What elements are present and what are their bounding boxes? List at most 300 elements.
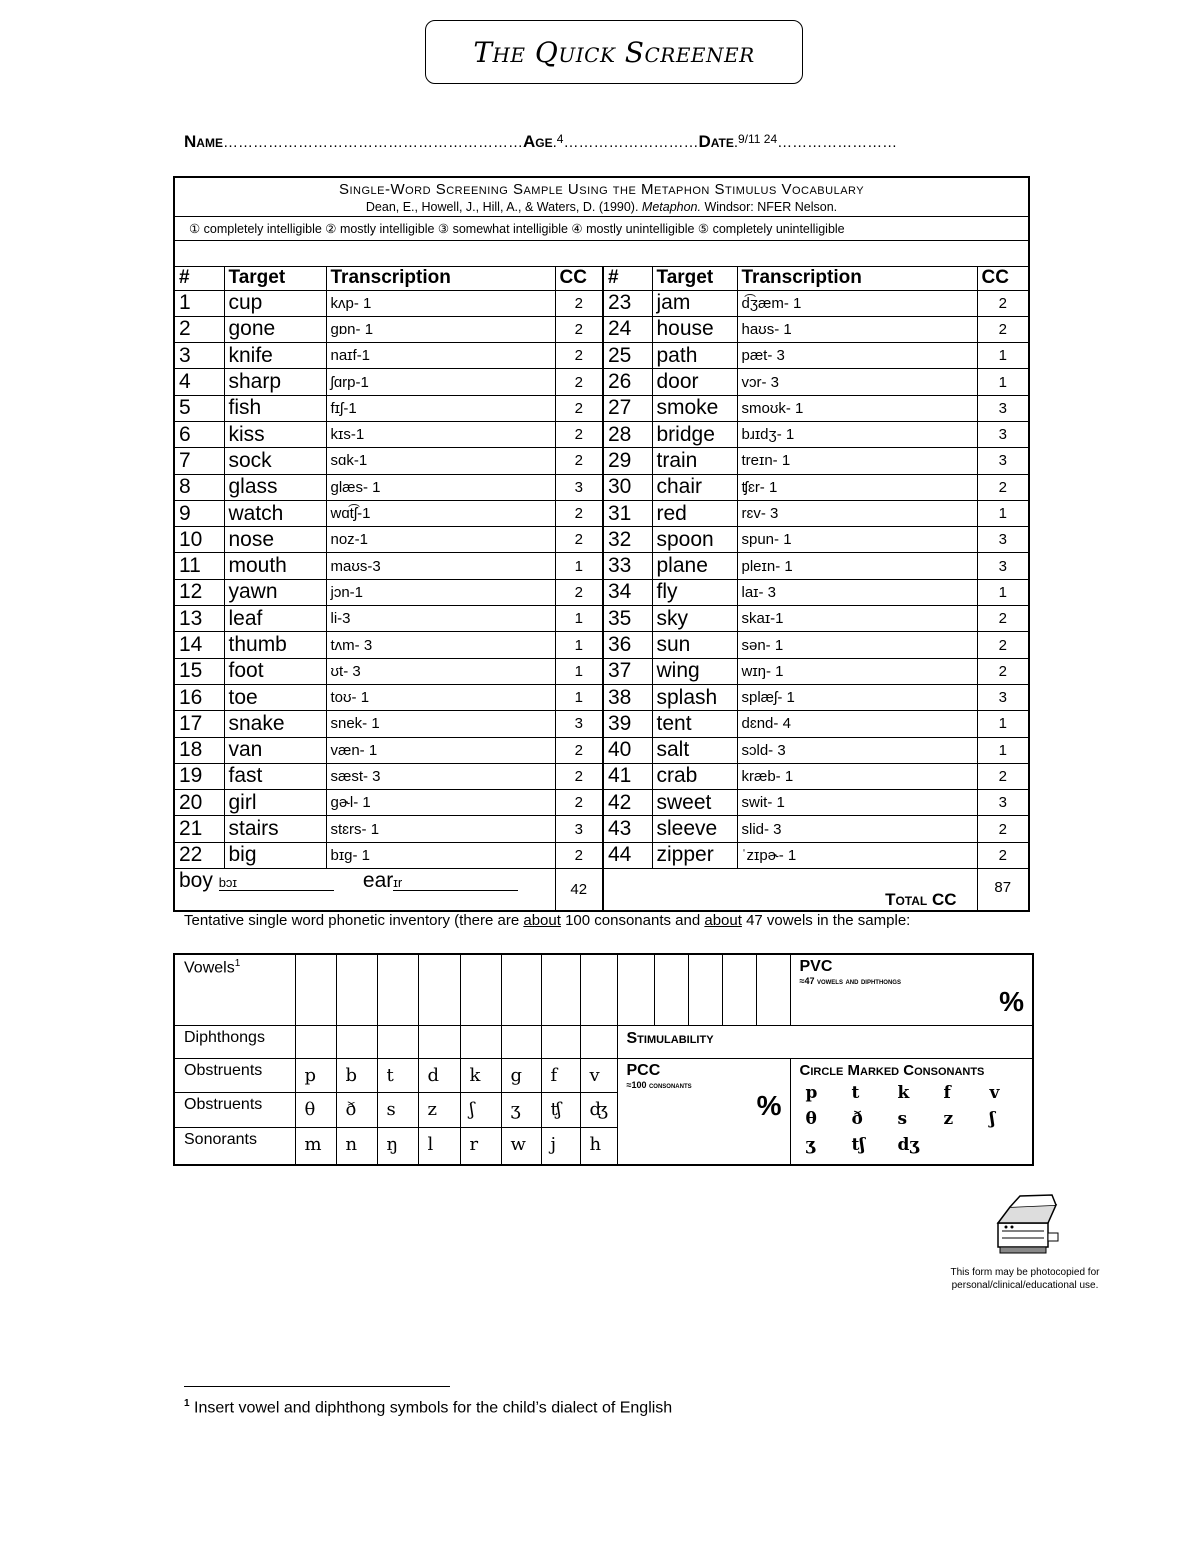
target-word: glass — [224, 474, 326, 500]
word-number: 41 — [603, 763, 652, 789]
transcription-field[interactable]: splæʃ- 1 — [737, 684, 977, 710]
header-line: Name……………………………………………………Age.$^4$………………………Date.$^{9/11 24}$…………………… — [184, 132, 898, 151]
cc-field[interactable]: 2 — [977, 842, 1029, 868]
transcription-field[interactable]: snek- 1 — [326, 711, 555, 737]
transcription-field[interactable]: fɪʃ-1 — [326, 395, 555, 421]
cc-field[interactable]: 1 — [555, 684, 603, 710]
obstruent-symbol[interactable]: s — [377, 1092, 418, 1127]
obstruent-symbol[interactable]: t — [377, 1058, 418, 1092]
boy-transcription[interactable]: bɔɪ — [219, 875, 334, 891]
target-word: plane — [652, 553, 737, 579]
vowel-cell[interactable] — [654, 954, 688, 1025]
word-number: 35 — [603, 606, 652, 632]
obstruent-symbol[interactable]: d — [418, 1058, 460, 1092]
transcription-field[interactable]: laɪ- 3 — [737, 579, 977, 605]
cc-field[interactable]: 1 — [977, 711, 1029, 737]
col-target: Target — [652, 266, 737, 290]
sample-row — [174, 579, 1029, 605]
col-num: # — [603, 266, 652, 290]
circle-consonant-symbol[interactable]: dʒ — [897, 1134, 920, 1155]
obstruent-symbol[interactable]: p — [295, 1058, 336, 1092]
target-word: chair — [652, 474, 737, 500]
vowel-cell[interactable] — [617, 954, 654, 1025]
vowel-cell[interactable] — [501, 954, 541, 1025]
target-word: wing — [652, 658, 737, 684]
cc-field[interactable]: 1 — [555, 658, 603, 684]
sample-row — [174, 737, 1029, 763]
word-number: 10 — [174, 527, 224, 553]
pcc-percent: % — [756, 1089, 782, 1121]
word-number: 24 — [603, 316, 652, 342]
boy-ear-row — [174, 869, 555, 911]
obstruent-symbol[interactable]: ʒ — [501, 1092, 541, 1127]
sonorant-symbol[interactable]: h — [580, 1127, 617, 1165]
sample-title: Single-Word Screening Sample Using the Metaphon Stimulus Vocabulary — [174, 177, 1029, 199]
total-cc-value[interactable]: 87 — [977, 869, 1029, 911]
target-word: sharp — [224, 369, 326, 395]
stimulability-box[interactable] — [617, 1025, 1033, 1058]
sample-row — [174, 527, 1029, 553]
col-target: Target — [224, 266, 326, 290]
vowel-cell[interactable] — [418, 954, 460, 1025]
word-number: 33 — [603, 553, 652, 579]
transcription-field[interactable]: d͡ʒæm- 1 — [737, 290, 977, 316]
boy-label: boy — [179, 869, 213, 893]
word-number: 29 — [603, 448, 652, 474]
transcription-field[interactable]: gɚl- 1 — [326, 790, 555, 816]
obstruents-label: Obstruents — [174, 1092, 295, 1127]
transcription-field[interactable]: bɹɪdʒ- 1 — [737, 421, 977, 447]
cc-field[interactable]: 2 — [555, 500, 603, 526]
sample-row — [174, 553, 1029, 579]
transcription-field[interactable]: ʧɛr- 1 — [737, 474, 977, 500]
cc-field[interactable]: 1 — [977, 343, 1029, 369]
target-word: toe — [224, 684, 326, 710]
col-transcription: Transcription — [737, 266, 977, 290]
age-value[interactable]: 4 — [556, 132, 564, 146]
transcription-field[interactable]: wɪŋ- 1 — [737, 658, 977, 684]
transcription-field[interactable]: bɪg- 1 — [326, 842, 555, 868]
sample-row — [174, 658, 1029, 684]
cc-field[interactable]: 2 — [977, 632, 1029, 658]
cc-field[interactable]: 1 — [555, 632, 603, 658]
obstruents-label: Obstruents — [174, 1058, 295, 1092]
target-word: sweet — [652, 790, 737, 816]
circle-consonant-symbol[interactable]: p — [805, 1082, 818, 1103]
word-number: 15 — [174, 658, 224, 684]
word-number: 23 — [603, 290, 652, 316]
diphthong-cell[interactable] — [377, 1025, 418, 1058]
circle-consonants-title: Circle Marked Consonants — [799, 1061, 985, 1079]
target-word: foot — [224, 658, 326, 684]
obstruent-symbol[interactable]: θ — [295, 1092, 336, 1127]
vowel-cell[interactable] — [580, 954, 617, 1025]
target-word: leaf — [224, 606, 326, 632]
pvc-box[interactable] — [790, 954, 1033, 1025]
sample-row — [174, 316, 1029, 342]
word-number: 20 — [174, 790, 224, 816]
word-number: 36 — [603, 632, 652, 658]
transcription-field[interactable]: kræb- 1 — [737, 763, 977, 789]
vowel-cell[interactable] — [336, 954, 377, 1025]
target-word: van — [224, 737, 326, 763]
sample-row — [174, 369, 1029, 395]
vowel-cell[interactable] — [722, 954, 756, 1025]
target-word: big — [224, 842, 326, 868]
transcription-field[interactable]: tʌm- 3 — [326, 632, 555, 658]
sample-row — [174, 684, 1029, 710]
vowels-label: Vowels$^1$ — [174, 954, 295, 1025]
word-number: 7 — [174, 448, 224, 474]
cc-field[interactable]: 3 — [977, 553, 1029, 579]
target-word: watch — [224, 500, 326, 526]
transcription-field[interactable]: rɛv- 3 — [737, 500, 977, 526]
target-word: thumb — [224, 632, 326, 658]
cc-field[interactable]: 3 — [977, 395, 1029, 421]
transcription-field[interactable]: pleɪn- 1 — [737, 553, 977, 579]
cc-field[interactable]: 2 — [555, 790, 603, 816]
target-word: salt — [652, 737, 737, 763]
sample-row — [174, 290, 1029, 316]
diphthongs-label: Diphthongs — [174, 1025, 295, 1058]
pcc-subtitle: ≈100 consonants — [626, 1079, 692, 1090]
cc-field[interactable]: 2 — [555, 448, 603, 474]
word-number: 2 — [174, 316, 224, 342]
target-word: splash — [652, 684, 737, 710]
word-number: 19 — [174, 763, 224, 789]
target-word: bridge — [652, 421, 737, 447]
cc-field[interactable]: 1 — [977, 369, 1029, 395]
photocopier-icon — [990, 1193, 1060, 1263]
cc-field[interactable]: 2 — [977, 816, 1029, 842]
cc-field[interactable]: 2 — [555, 763, 603, 789]
obstruent-symbol[interactable]: ʤ — [580, 1092, 617, 1127]
diphthong-cell[interactable] — [580, 1025, 617, 1058]
target-word: fast — [224, 763, 326, 789]
cc-field[interactable]: 3 — [977, 527, 1029, 553]
cc-field[interactable]: 2 — [555, 421, 603, 447]
stimulability-label: Stimulability — [626, 1029, 714, 1047]
footnote: $^1$ Insert vowel and diphthong symbols for the child’s dialect of English — [184, 1398, 673, 1417]
sonorant-symbol[interactable]: r — [460, 1127, 501, 1165]
transcription-field[interactable]: swit- 1 — [737, 790, 977, 816]
cc-field[interactable]: 2 — [977, 606, 1029, 632]
screening-table — [173, 176, 1030, 912]
ear-transcription[interactable]: ɪr — [393, 875, 518, 891]
pcc-title: PCC — [626, 1061, 661, 1079]
transcription-field[interactable]: stɛrs- 1 — [326, 816, 555, 842]
sonorant-symbol[interactable]: m — [295, 1127, 336, 1165]
sonorant-symbol[interactable]: w — [501, 1127, 541, 1165]
transcription-field[interactable]: pæt- 3 — [737, 343, 977, 369]
word-number: 30 — [603, 474, 652, 500]
word-number: 39 — [603, 711, 652, 737]
target-word: train — [652, 448, 737, 474]
vowel-cell[interactable] — [688, 954, 722, 1025]
transcription-field[interactable]: slid- 3 — [737, 816, 977, 842]
sample-row — [174, 395, 1029, 421]
sonorants-label: Sonorants — [174, 1127, 295, 1165]
diphthong-cell[interactable] — [460, 1025, 501, 1058]
target-word: knife — [224, 343, 326, 369]
word-number: 6 — [174, 421, 224, 447]
sonorant-symbol[interactable]: l — [418, 1127, 460, 1165]
transcription-field[interactable]: noz-1 — [326, 527, 555, 553]
target-word: fly — [652, 579, 737, 605]
obstruent-symbol[interactable]: g — [501, 1058, 541, 1092]
transcription-field[interactable]: smoʊk- 1 — [737, 395, 977, 421]
word-number: 27 — [603, 395, 652, 421]
circle-consonant-symbol[interactable]: v — [989, 1082, 1000, 1103]
word-number: 40 — [603, 737, 652, 763]
transcription-field[interactable]: li-3 — [326, 606, 555, 632]
cc-field[interactable]: 3 — [555, 711, 603, 737]
circle-consonant-symbol[interactable]: ʃ — [989, 1108, 996, 1129]
transcription-field[interactable]: væn- 1 — [326, 737, 555, 763]
target-word: girl — [224, 790, 326, 816]
word-number: 37 — [603, 658, 652, 684]
cc-field[interactable]: 2 — [555, 290, 603, 316]
diphthong-cell[interactable] — [295, 1025, 336, 1058]
left-cc-total[interactable]: 42 — [555, 869, 603, 911]
word-number: 4 — [174, 369, 224, 395]
circle-consonant-symbol[interactable]: ð — [851, 1108, 863, 1129]
target-word: snake — [224, 711, 326, 737]
target-word: sky — [652, 606, 737, 632]
transcription-field[interactable]: sɑk-1 — [326, 448, 555, 474]
total-cc-label: Total CC — [603, 869, 977, 911]
sample-row — [174, 421, 1029, 447]
transcription-field[interactable]: toʊ- 1 — [326, 684, 555, 710]
cc-field[interactable]: 2 — [555, 579, 603, 605]
cc-field[interactable]: 3 — [977, 421, 1029, 447]
footnote-divider — [184, 1386, 450, 1387]
circle-consonant-symbol[interactable]: z — [943, 1108, 954, 1129]
pvc-percent: % — [999, 986, 1024, 1017]
word-number: 26 — [603, 369, 652, 395]
circle-consonant-symbol[interactable]: θ — [805, 1108, 817, 1129]
word-number: 13 — [174, 606, 224, 632]
transcription-field[interactable]: jɔn-1 — [326, 579, 555, 605]
obstruent-symbol[interactable]: v — [580, 1058, 617, 1092]
col-cc: CC — [977, 266, 1029, 290]
cc-field[interactable]: 2 — [977, 474, 1029, 500]
word-number: 1 — [174, 290, 224, 316]
target-word: mouth — [224, 553, 326, 579]
word-number: 22 — [174, 842, 224, 868]
circle-consonant-symbol[interactable]: s — [897, 1108, 908, 1129]
cc-field[interactable]: 3 — [555, 816, 603, 842]
intelligibility-rating-row[interactable] — [174, 240, 1029, 266]
word-number: 31 — [603, 500, 652, 526]
target-word: sock — [224, 448, 326, 474]
diphthong-cell[interactable] — [541, 1025, 580, 1058]
sonorant-symbol[interactable]: j — [541, 1127, 580, 1165]
word-number: 34 — [603, 579, 652, 605]
target-word: cup — [224, 290, 326, 316]
cc-field[interactable]: 2 — [555, 369, 603, 395]
obstruent-symbol[interactable]: ʧ — [541, 1092, 580, 1127]
sample-row — [174, 448, 1029, 474]
target-word: sun — [652, 632, 737, 658]
cc-field[interactable]: 2 — [977, 763, 1029, 789]
word-number: 11 — [174, 553, 224, 579]
target-word: stairs — [224, 816, 326, 842]
circle-consonant-symbol[interactable]: k — [897, 1082, 910, 1103]
transcription-field[interactable]: kɪs-1 — [326, 421, 555, 447]
target-word: zipper — [652, 842, 737, 868]
word-number: 43 — [603, 816, 652, 842]
target-word: nose — [224, 527, 326, 553]
sample-row — [174, 763, 1029, 789]
word-number: 3 — [174, 343, 224, 369]
target-word: smoke — [652, 395, 737, 421]
transcription-field[interactable]: skaɪ-1 — [737, 606, 977, 632]
sample-row — [174, 816, 1029, 842]
word-number: 17 — [174, 711, 224, 737]
word-number: 25 — [603, 343, 652, 369]
phonetic-inventory-table — [173, 953, 1034, 1166]
obstruent-symbol[interactable]: ð — [336, 1092, 377, 1127]
word-number: 14 — [174, 632, 224, 658]
date-label: Date — [698, 132, 734, 151]
obstruent-symbol[interactable]: ʃ — [460, 1092, 501, 1127]
target-word: path — [652, 343, 737, 369]
cc-field[interactable]: 2 — [555, 395, 603, 421]
obstruent-symbol[interactable]: b — [336, 1058, 377, 1092]
cc-field[interactable]: 2 — [977, 658, 1029, 684]
title-box — [425, 20, 803, 84]
photocopy-note: This form may be photocopied for personal/clinical/educational use. — [950, 1267, 1100, 1291]
transcription-field[interactable]: treɪn- 1 — [737, 448, 977, 474]
transcription-field[interactable]: maʊs-3 — [326, 553, 555, 579]
cc-field[interactable]: 2 — [555, 527, 603, 553]
vowel-cell[interactable] — [460, 954, 501, 1025]
transcription-field[interactable]: kʌp- 1 — [326, 290, 555, 316]
vowel-cell[interactable] — [295, 954, 336, 1025]
target-word: sleeve — [652, 816, 737, 842]
transcription-field[interactable]: sɔld- 3 — [737, 737, 977, 763]
cc-field[interactable]: 2 — [977, 290, 1029, 316]
word-number: 32 — [603, 527, 652, 553]
word-number: 28 — [603, 421, 652, 447]
word-number: 18 — [174, 737, 224, 763]
sample-row — [174, 606, 1029, 632]
transcription-field[interactable]: ʊt- 3 — [326, 658, 555, 684]
circle-consonant-symbol[interactable]: ʒ — [805, 1134, 816, 1155]
sample-row — [174, 500, 1029, 526]
diphthong-cell[interactable] — [336, 1025, 377, 1058]
sample-row — [174, 711, 1029, 737]
obstruent-symbol[interactable]: f — [541, 1058, 580, 1092]
transcription-field[interactable]: naɪf-1 — [326, 343, 555, 369]
circle-consonants-box — [790, 1058, 1033, 1165]
circle-consonant-symbol[interactable]: f — [943, 1082, 951, 1103]
word-number: 38 — [603, 684, 652, 710]
circle-consonant-symbol[interactable]: t — [851, 1082, 860, 1103]
target-word: door — [652, 369, 737, 395]
name-field[interactable]: …………………………………………………… — [222, 134, 523, 151]
diphthong-cell[interactable] — [418, 1025, 460, 1058]
sample-citation: Dean, E., Howell, J., Hill, A., & Waters, D. (1990). Metaphon. Windsor: NFER Nelson. — [174, 199, 1029, 216]
transcription-field[interactable]: ʃɑrp-1 — [326, 369, 555, 395]
vowel-cell[interactable] — [756, 954, 790, 1025]
transcription-field[interactable]: spun- 1 — [737, 527, 977, 553]
cc-field[interactable]: 3 — [977, 448, 1029, 474]
obstruent-symbol[interactable]: k — [460, 1058, 501, 1092]
cc-field[interactable]: 1 — [977, 737, 1029, 763]
date-dots: …………………… — [777, 134, 898, 151]
circle-consonant-symbol[interactable]: tʃ — [851, 1134, 865, 1155]
sonorant-symbol[interactable]: n — [336, 1127, 377, 1165]
cc-field[interactable]: 2 — [555, 737, 603, 763]
obstruent-symbol[interactable]: z — [418, 1092, 460, 1127]
word-number: 44 — [603, 842, 652, 868]
transcription-field[interactable]: dɛnd- 4 — [737, 711, 977, 737]
word-number: 12 — [174, 579, 224, 605]
cc-field[interactable]: 1 — [977, 579, 1029, 605]
sample-row — [174, 790, 1029, 816]
word-number: 21 — [174, 816, 224, 842]
cc-field[interactable]: 2 — [555, 842, 603, 868]
sonorant-symbol[interactable]: ŋ — [377, 1127, 418, 1165]
col-transcription: Transcription — [326, 266, 555, 290]
target-word: kiss — [224, 421, 326, 447]
transcription-field[interactable]: ˈzɪpɚ- 1 — [737, 842, 977, 868]
target-word: gone — [224, 316, 326, 342]
word-number: 5 — [174, 395, 224, 421]
word-number: 9 — [174, 500, 224, 526]
vowel-cell[interactable] — [377, 954, 418, 1025]
target-word: tent — [652, 711, 737, 737]
transcription-field[interactable]: wɑt͡ʃ-1 — [326, 500, 555, 526]
sample-row — [174, 343, 1029, 369]
transcription-field[interactable]: glæs- 1 — [326, 474, 555, 500]
target-word: house — [652, 316, 737, 342]
pcc-box[interactable] — [617, 1058, 790, 1165]
diphthong-cell[interactable] — [501, 1025, 541, 1058]
date-value[interactable]: 9/11 24 — [738, 132, 778, 146]
sample-row — [174, 474, 1029, 500]
cc-field[interactable]: 2 — [555, 343, 603, 369]
transcription-field[interactable]: sæst- 3 — [326, 763, 555, 789]
circle-consonants-grid — [806, 1083, 1029, 1155]
transcription-field[interactable]: gɒn- 1 — [326, 316, 555, 342]
transcription-field[interactable]: sən- 1 — [737, 632, 977, 658]
target-word: jam — [652, 290, 737, 316]
transcription-field[interactable]: vɔr- 3 — [737, 369, 977, 395]
inventory-intro: Tentative single word phonetic inventory (there are about 100 consonants and about 47 vowels in the sample: — [184, 912, 911, 929]
col-cc: CC — [555, 266, 603, 290]
sample-rows — [174, 290, 1029, 869]
target-word: yawn — [224, 579, 326, 605]
intelligibility-scale[interactable]: ① completely intelligible ② mostly intelligible ③ somewhat intelligible ④ mostly unintelligible ⑤ completely unintelligible — [174, 216, 1029, 240]
vowel-cell[interactable] — [541, 954, 580, 1025]
cc-field[interactable]: 2 — [977, 316, 1029, 342]
cc-field[interactable]: 3 — [977, 790, 1029, 816]
cc-field[interactable]: 2 — [555, 316, 603, 342]
word-number: 8 — [174, 474, 224, 500]
cc-field[interactable]: 1 — [977, 500, 1029, 526]
target-word: spoon — [652, 527, 737, 553]
transcription-field[interactable]: haʊs- 1 — [737, 316, 977, 342]
target-word: red — [652, 500, 737, 526]
cc-field[interactable]: 1 — [555, 606, 603, 632]
cc-field[interactable]: 3 — [555, 474, 603, 500]
pvc-subtitle: ≈47 vowels and diphthongs — [799, 976, 901, 986]
cc-field[interactable]: 3 — [977, 684, 1029, 710]
cc-field[interactable]: 1 — [555, 553, 603, 579]
